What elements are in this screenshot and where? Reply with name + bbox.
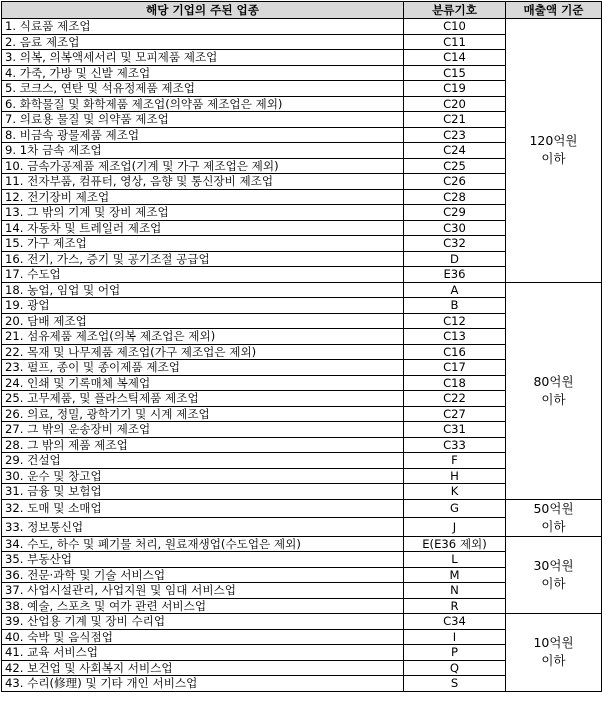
code-cell: C34 (404, 614, 506, 630)
industry-cell: 33. 정보통신업 (2, 518, 404, 537)
revenue-threshold-qualifier: 이하 (541, 575, 566, 591)
header-industry: 해당 기업의 주된 업종 (2, 2, 404, 19)
header-code: 분류기호 (404, 2, 506, 19)
industry-cell: 25. 고무제품, 및 플라스틱제품 제조업 (2, 391, 404, 407)
code-cell: C23 (404, 127, 506, 143)
industry-cell: 21. 섬유제품 제조업(의복 제조업은 제외) (2, 329, 404, 345)
code-cell: C25 (404, 158, 506, 174)
revenue-threshold-cell (506, 499, 602, 536)
revenue-threshold-amount: 10억원 (533, 635, 574, 651)
code-cell: Q (404, 660, 506, 676)
code-cell: C18 (404, 375, 506, 391)
code-cell: S (404, 676, 506, 692)
revenue-threshold-amount: 120억원 (529, 133, 578, 149)
table-row (2, 614, 602, 630)
industry-cell: 6. 화학물질 및 화학제품 제조업(의약품 제조업은 제외) (2, 96, 404, 112)
code-cell: B (404, 298, 506, 314)
industry-cell: 39. 산업용 기계 및 장비 수리업 (2, 614, 404, 630)
industry-cell: 8. 비금속 광물제품 제조업 (2, 127, 404, 143)
industry-cell: 11. 전자부품, 컴퓨터, 영상, 음향 및 통신장비 제조업 (2, 174, 404, 190)
code-cell: C17 (404, 360, 506, 376)
industry-cell: 32. 도매 및 소매업 (2, 499, 404, 518)
code-cell: E36 (404, 267, 506, 283)
code-cell: C32 (404, 236, 506, 252)
code-cell: C13 (404, 329, 506, 345)
industry-cell: 3. 의복, 의복액세서리 및 모피제품 제조업 (2, 50, 404, 66)
code-cell: H (404, 468, 506, 484)
table-row (2, 282, 602, 298)
industry-cell: 10. 금속가공제품 제조업(기계 및 가구 제조업은 제외) (2, 158, 404, 174)
code-cell: I (404, 629, 506, 645)
industry-cell: 13. 그 밖의 기계 및 장비 제조업 (2, 205, 404, 221)
industry-cell: 27. 그 밖의 운송장비 제조업 (2, 422, 404, 438)
code-cell: C11 (404, 34, 506, 50)
industry-cell: 2. 음료 제조업 (2, 34, 404, 50)
code-cell: F (404, 453, 506, 469)
industry-cell: 4. 가죽, 가방 및 신발 제조업 (2, 65, 404, 81)
code-cell: G (404, 499, 506, 518)
industry-cell: 31. 금융 및 보험업 (2, 484, 404, 500)
code-cell: C27 (404, 406, 506, 422)
code-cell: P (404, 645, 506, 661)
industry-cell: 12. 전기장비 제조업 (2, 189, 404, 205)
table-row (2, 536, 602, 552)
code-cell: J (404, 518, 506, 537)
revenue-threshold-qualifier: 이하 (541, 391, 566, 407)
code-cell: C31 (404, 422, 506, 438)
code-cell: C16 (404, 344, 506, 360)
industry-cell: 5. 코크스, 연탄 및 석유정제품 제조업 (2, 81, 404, 97)
code-cell: K (404, 484, 506, 500)
revenue-threshold-qualifier: 이하 (541, 653, 566, 669)
code-cell: C15 (404, 65, 506, 81)
revenue-threshold-amount: 30억원 (533, 557, 574, 573)
industry-cell: 36. 전문·과학 및 기술 서비스업 (2, 567, 404, 583)
industry-cell: 30. 운수 및 창고업 (2, 468, 404, 484)
code-cell: M (404, 567, 506, 583)
industry-cell: 19. 광업 (2, 298, 404, 314)
revenue-threshold-cell (506, 282, 602, 499)
code-cell: L (404, 552, 506, 568)
header-row (2, 2, 602, 19)
code-cell: E(E36 제외) (404, 536, 506, 552)
table-row (2, 19, 602, 35)
industry-cell: 26. 의료, 정밀, 광학기기 및 시계 제조업 (2, 406, 404, 422)
industry-cell: 15. 가구 제조업 (2, 236, 404, 252)
header-revenue: 매출액 기준 (506, 2, 602, 19)
code-cell: C14 (404, 50, 506, 66)
code-cell: C28 (404, 189, 506, 205)
industry-revenue-table (1, 1, 602, 692)
industry-cell: 37. 사업시설관리, 사업지원 및 임대 서비스업 (2, 583, 404, 599)
table-row (2, 499, 602, 518)
industry-cell: 20. 담배 제조업 (2, 313, 404, 329)
industry-cell: 16. 전기, 가스, 증기 및 공기조절 공급업 (2, 251, 404, 267)
code-cell: A (404, 282, 506, 298)
code-cell: C26 (404, 174, 506, 190)
industry-cell: 14. 자동차 및 트레일러 제조업 (2, 220, 404, 236)
industry-cell: 41. 교육 서비스업 (2, 645, 404, 661)
code-cell: N (404, 583, 506, 599)
industry-cell: 38. 예술, 스포츠 및 여가 관련 서비스업 (2, 598, 404, 614)
code-cell: C24 (404, 143, 506, 159)
industry-cell: 40. 숙박 및 음식점업 (2, 629, 404, 645)
industry-cell: 7. 의료용 물질 및 의약품 제조업 (2, 112, 404, 128)
industry-cell: 18. 농업, 임업 및 어업 (2, 282, 404, 298)
revenue-threshold-qualifier: 이하 (541, 151, 566, 167)
revenue-threshold-amount: 80억원 (533, 373, 574, 389)
code-cell: C33 (404, 437, 506, 453)
industry-cell: 1. 식료품 제조업 (2, 19, 404, 35)
industry-cell: 42. 보건업 및 사회복지 서비스업 (2, 660, 404, 676)
code-cell: C22 (404, 391, 506, 407)
revenue-threshold-cell (506, 614, 602, 692)
revenue-threshold-amount: 50억원 (533, 500, 574, 516)
industry-cell: 34. 수도, 하수 및 폐기물 처리, 원료재생업(수도업은 제외) (2, 536, 404, 552)
industry-cell: 24. 인쇄 및 기록매체 복제업 (2, 375, 404, 391)
industry-cell: 29. 건설업 (2, 453, 404, 469)
code-cell: C29 (404, 205, 506, 221)
code-cell: C20 (404, 96, 506, 112)
code-cell: R (404, 598, 506, 614)
code-cell: C12 (404, 313, 506, 329)
revenue-threshold-qualifier: 이하 (541, 518, 566, 534)
industry-cell: 23. 펄프, 종이 및 종이제품 제조업 (2, 360, 404, 376)
code-cell: C21 (404, 112, 506, 128)
revenue-threshold-cell (506, 536, 602, 614)
industry-cell: 35. 부동산업 (2, 552, 404, 568)
industry-cell: 17. 수도업 (2, 267, 404, 283)
code-cell: C30 (404, 220, 506, 236)
industry-cell: 43. 수리(修理) 및 기타 개인 서비스업 (2, 676, 404, 692)
industry-cell: 22. 목재 및 나무제품 제조업(가구 제조업은 제외) (2, 344, 404, 360)
code-cell: C19 (404, 81, 506, 97)
industry-cell: 28. 그 밖의 제품 제조업 (2, 437, 404, 453)
code-cell: D (404, 251, 506, 267)
code-cell: C10 (404, 19, 506, 35)
industry-cell: 9. 1차 금속 제조업 (2, 143, 404, 159)
revenue-threshold-cell (506, 19, 602, 283)
